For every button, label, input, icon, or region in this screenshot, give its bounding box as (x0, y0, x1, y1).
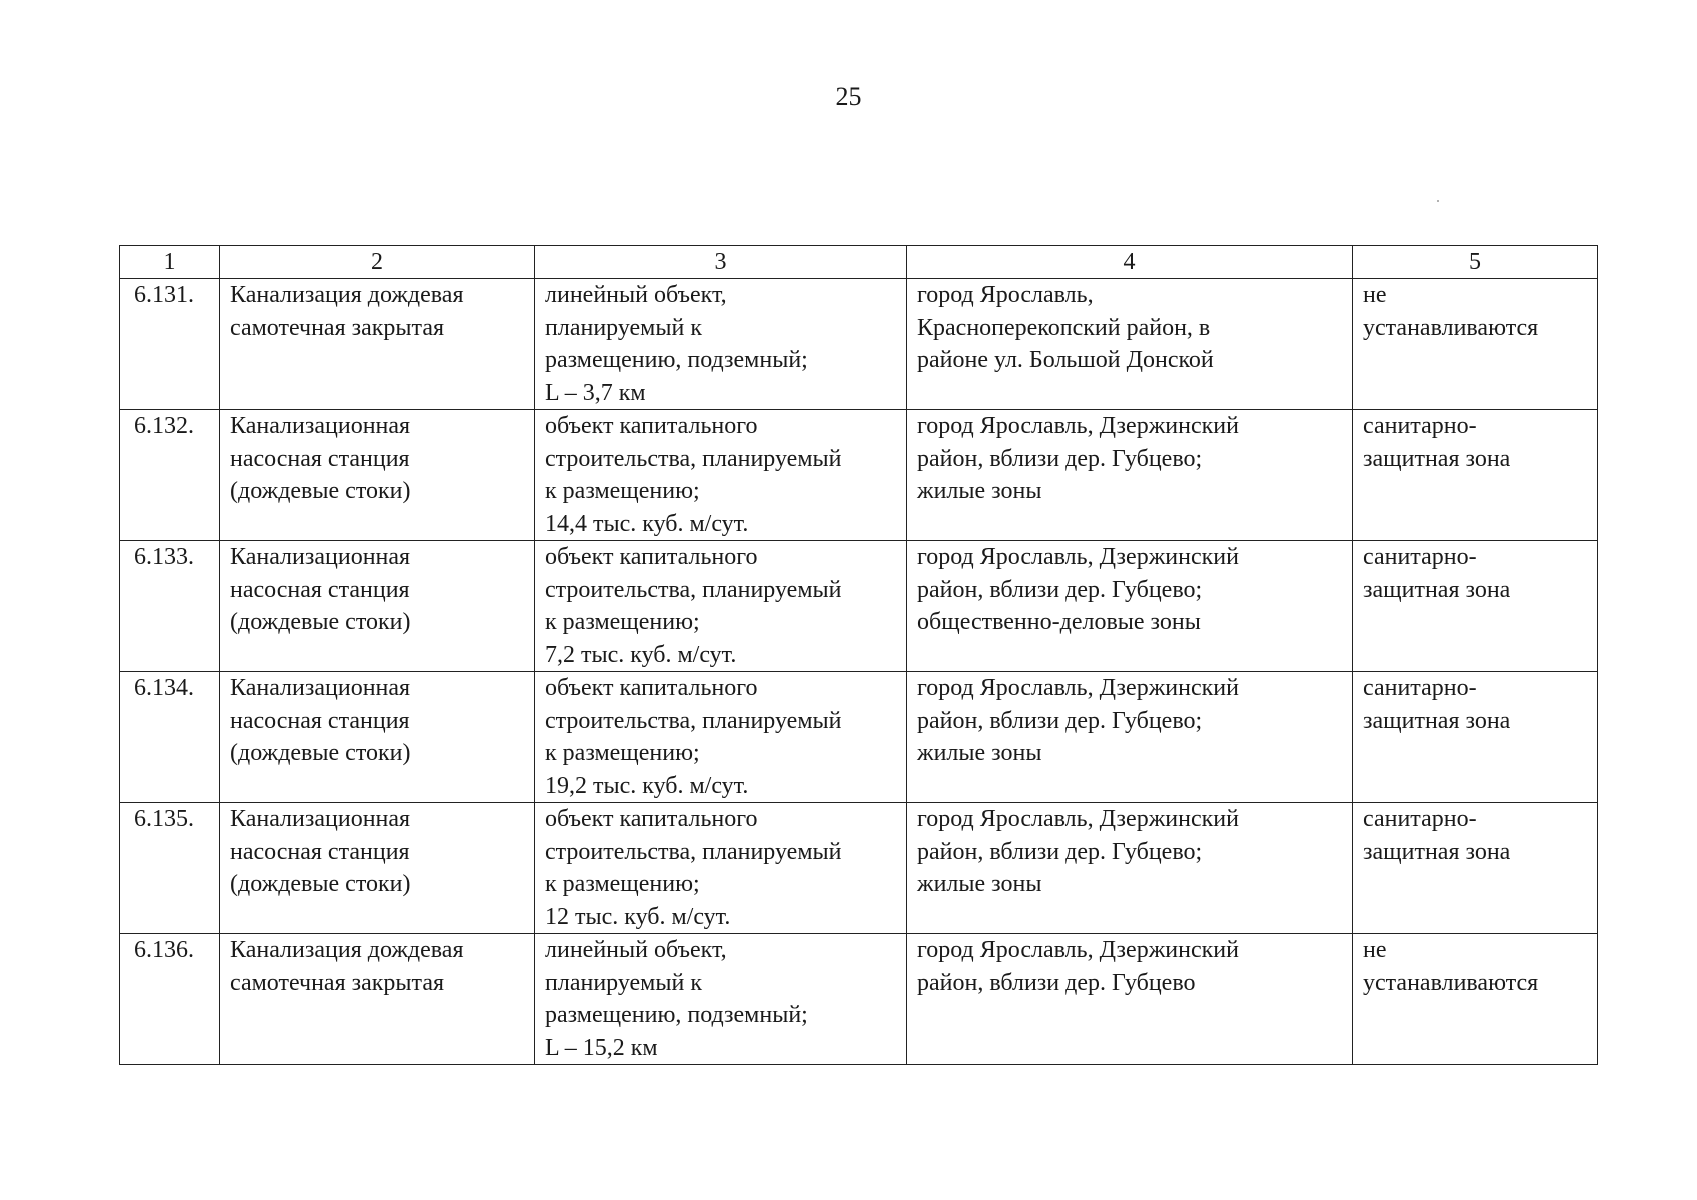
cell-line: жилые зоны (917, 740, 1042, 766)
cell-line: защитная зона (1363, 838, 1511, 865)
cell-object-name (220, 279, 535, 410)
cell-line: жилые зоны (917, 871, 1042, 897)
table-row (120, 672, 1598, 803)
cell-line: районе ул. Большой Донской (917, 347, 1214, 373)
cell-line: район, вблизи дер. Губцево; (917, 838, 1203, 865)
cell-line: размещению, подземный; (545, 1002, 808, 1028)
cell-line: строительства, планируемый (545, 576, 842, 603)
cell-line: город Ярославль, (917, 282, 1094, 308)
cell-line: защитная зона (1363, 707, 1511, 734)
cell-location (907, 410, 1353, 541)
cell-line: город Ярославль, Дзержинский (917, 806, 1239, 832)
cell-object-type (535, 672, 907, 803)
cell-line: санитарно- (1363, 413, 1477, 439)
cell-line: насосная станция (230, 576, 410, 603)
table-header-row (120, 246, 1598, 279)
cell-zone (1353, 672, 1598, 803)
cell-line: строительства, планируемый (545, 838, 842, 865)
cell-line: объект капитального (545, 806, 758, 832)
cell-location (907, 279, 1353, 410)
cell-line: (дождевые стоки) (230, 871, 411, 897)
cell-line: район, вблизи дер. Губцево; (917, 445, 1203, 472)
cell-line: размещению, подземный; (545, 347, 808, 373)
cell-line: планируемый к (545, 969, 702, 996)
page-number: 25 (835, 82, 862, 111)
scan-speck (1437, 200, 1439, 202)
cell-line: не (1363, 282, 1387, 308)
cell-line: район, вблизи дер. Губцево; (917, 576, 1203, 603)
cell-line: к размещению; (545, 609, 700, 635)
cell-object-name (220, 672, 535, 803)
cell-line: санитарно- (1363, 806, 1477, 832)
cell-line: город Ярославль, Дзержинский (917, 937, 1239, 963)
cell-line: L – 15,2 км (545, 1034, 658, 1061)
cell-line: (дождевые стоки) (230, 478, 411, 504)
cell-line: Красноперекопский район, в (917, 314, 1211, 341)
cell-object-type (535, 541, 907, 672)
cell-line: объект капитального (545, 675, 758, 701)
cell-line: к размещению; (545, 871, 700, 897)
cell-number: 6.132. (120, 410, 220, 541)
cell-line: самотечная закрытая (230, 314, 445, 341)
cell-line: насосная станция (230, 445, 410, 472)
column-header-1: 1 (120, 246, 220, 279)
cell-object-type (535, 279, 907, 410)
table-row (120, 803, 1598, 934)
cell-line: 14,4 тыс. куб. м/сут. (545, 510, 749, 537)
cell-line: район, вблизи дер. Губцево (917, 969, 1196, 996)
cell-number: 6.134. (120, 672, 220, 803)
table-row (120, 934, 1598, 1065)
cell-line: объект капитального (545, 544, 758, 570)
cell-line: 7,2 тыс. куб. м/сут. (545, 641, 737, 668)
cell-zone (1353, 934, 1598, 1065)
cell-line: строительства, планируемый (545, 445, 842, 472)
cell-number: 6.133. (120, 541, 220, 672)
cell-line: самотечная закрытая (230, 969, 445, 996)
cell-line: защитная зона (1363, 445, 1511, 472)
cell-line: насосная станция (230, 838, 410, 865)
objects-table (119, 245, 1598, 1065)
column-header-3: 3 (535, 246, 907, 279)
cell-number: 6.136. (120, 934, 220, 1065)
cell-zone (1353, 279, 1598, 410)
cell-location (907, 803, 1353, 934)
cell-object-type (535, 410, 907, 541)
cell-line: устанавливаются (1363, 969, 1539, 996)
cell-line: линейный объект, (545, 282, 727, 308)
cell-line: Канализационная (230, 675, 411, 701)
cell-line: не (1363, 937, 1387, 963)
cell-line: жилые зоны (917, 478, 1042, 504)
cell-line: город Ярославль, Дзержинский (917, 413, 1239, 439)
cell-line: к размещению; (545, 478, 700, 504)
cell-line: L – 3,7 км (545, 379, 646, 406)
cell-line: Канализация дождевая (230, 937, 464, 963)
cell-line: линейный объект, (545, 937, 727, 963)
cell-line: (дождевые стоки) (230, 740, 411, 766)
table-row (120, 279, 1598, 410)
cell-line: санитарно- (1363, 675, 1477, 701)
cell-location (907, 934, 1353, 1065)
cell-line: Канализационная (230, 544, 411, 570)
cell-line: защитная зона (1363, 576, 1511, 603)
table-body (120, 279, 1598, 1065)
cell-line: санитарно- (1363, 544, 1477, 570)
cell-line: 19,2 тыс. куб. м/сут. (545, 772, 749, 799)
cell-line: Канализационная (230, 806, 411, 832)
cell-location (907, 672, 1353, 803)
cell-zone (1353, 541, 1598, 672)
cell-object-type (535, 934, 907, 1065)
cell-zone (1353, 410, 1598, 541)
cell-line: 12 тыс. куб. м/сут. (545, 903, 731, 930)
table-row (120, 410, 1598, 541)
column-header-5: 5 (1353, 246, 1598, 279)
cell-line: (дождевые стоки) (230, 609, 411, 635)
cell-line: устанавливаются (1363, 314, 1539, 341)
table-row (120, 541, 1598, 672)
cell-line: город Ярославль, Дзержинский (917, 544, 1239, 570)
cell-line: общественно-деловые зоны (917, 609, 1201, 635)
cell-line: район, вблизи дер. Губцево; (917, 707, 1203, 734)
cell-zone (1353, 803, 1598, 934)
column-header-4: 4 (907, 246, 1353, 279)
cell-object-name (220, 410, 535, 541)
cell-object-name (220, 803, 535, 934)
cell-line: к размещению; (545, 740, 700, 766)
column-header-2: 2 (220, 246, 535, 279)
cell-number: 6.131. (120, 279, 220, 410)
cell-line: объект капитального (545, 413, 758, 439)
cell-object-name (220, 934, 535, 1065)
cell-location (907, 541, 1353, 672)
cell-line: Канализационная (230, 413, 411, 439)
cell-line: насосная станция (230, 707, 410, 734)
cell-object-type (535, 803, 907, 934)
cell-line: город Ярославль, Дзержинский (917, 675, 1239, 701)
cell-line: строительства, планируемый (545, 707, 842, 734)
cell-line: планируемый к (545, 314, 702, 341)
cell-object-name (220, 541, 535, 672)
cell-line: Канализация дождевая (230, 282, 464, 308)
cell-number: 6.135. (120, 803, 220, 934)
